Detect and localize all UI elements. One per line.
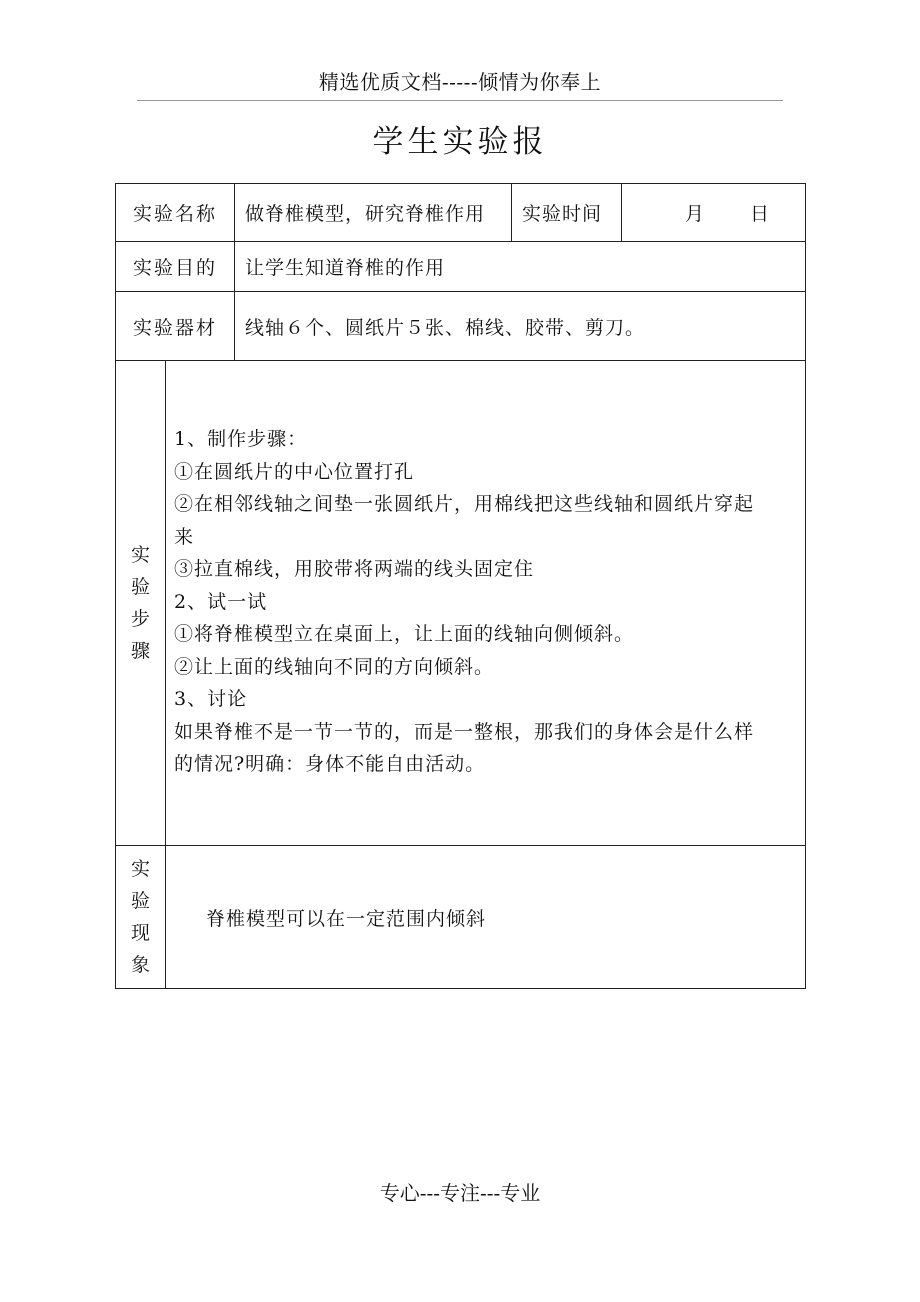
- experiment-steps-label: [116, 361, 166, 846]
- step-line: ②让上面的线轴向不同的方向倾斜。: [174, 655, 495, 678]
- experiment-purpose-value: 让学生知道脊椎的作用: [235, 242, 806, 292]
- step-line: 1、制作步骤：: [174, 428, 308, 450]
- row-experiment-purpose: [116, 242, 806, 292]
- phenomenon-label-char: 象: [130, 954, 150, 976]
- step-line: ①将脊椎模型立在桌面上，让上面的线轴向侧倾斜。: [174, 623, 635, 645]
- step-line: 来: [174, 525, 195, 548]
- step-line: ②在相邻线轴之间垫一张圆纸片，用棉线把这些线轴和圆纸片穿起: [174, 493, 755, 515]
- page-header: 精选优质文档-----倾情为你奉上: [318, 70, 602, 94]
- row-experiment-materials: [116, 292, 806, 361]
- experiment-materials-value: 线轴６个、圆纸片５张、棉线、胶带、剪刀。: [235, 292, 806, 361]
- phenomenon-label-char: 现: [130, 922, 150, 944]
- month-label: 月: [684, 203, 704, 225]
- phenomenon-label-char: 实: [130, 858, 150, 880]
- steps-label-char: 骤: [130, 640, 150, 662]
- steps-label-char: 步: [130, 608, 150, 630]
- experiment-name-value: 做脊椎模型，研究脊椎作用: [235, 184, 512, 242]
- steps-label-char: 实: [130, 544, 150, 566]
- step-line: 3、讨论: [174, 688, 248, 710]
- page-footer: 专心---专注---专业: [379, 1181, 541, 1205]
- step-line: ③拉直棉线，用胶带将两端的线头固定住: [174, 558, 535, 580]
- experiment-phenomenon-value: 脊椎模型可以在一定范围内倾斜: [166, 846, 806, 989]
- step-line: ①在圆纸片的中心位置打孔: [174, 460, 415, 483]
- header-divider: [137, 100, 783, 101]
- experiment-steps-content: [166, 361, 806, 846]
- experiment-name-label: 实验名称: [116, 184, 235, 242]
- step-line: 的情况?明确：身体不能自由活动。: [174, 753, 486, 775]
- day-label: 日: [750, 203, 770, 225]
- steps-label-char: 验: [130, 576, 150, 598]
- experiment-time-value: [622, 184, 806, 242]
- experiment-materials-label: 实验器材: [116, 292, 235, 361]
- step-line: 如果脊椎不是一节一节的，而是一整根，那我们的身体会是什么样: [174, 720, 755, 743]
- experiment-phenomenon-label: [116, 846, 166, 989]
- phenomenon-label-char: 验: [130, 890, 150, 912]
- document-title: 学生实验报: [372, 124, 548, 160]
- step-line: 2、试一试: [174, 590, 268, 613]
- row-experiment-phenomenon: [116, 846, 806, 989]
- report-table: [115, 183, 806, 989]
- row-experiment-steps: [116, 361, 806, 846]
- experiment-purpose-label: 实验目的: [116, 242, 235, 292]
- experiment-time-label: 实验时间: [512, 184, 622, 242]
- row-experiment-name: [116, 184, 806, 242]
